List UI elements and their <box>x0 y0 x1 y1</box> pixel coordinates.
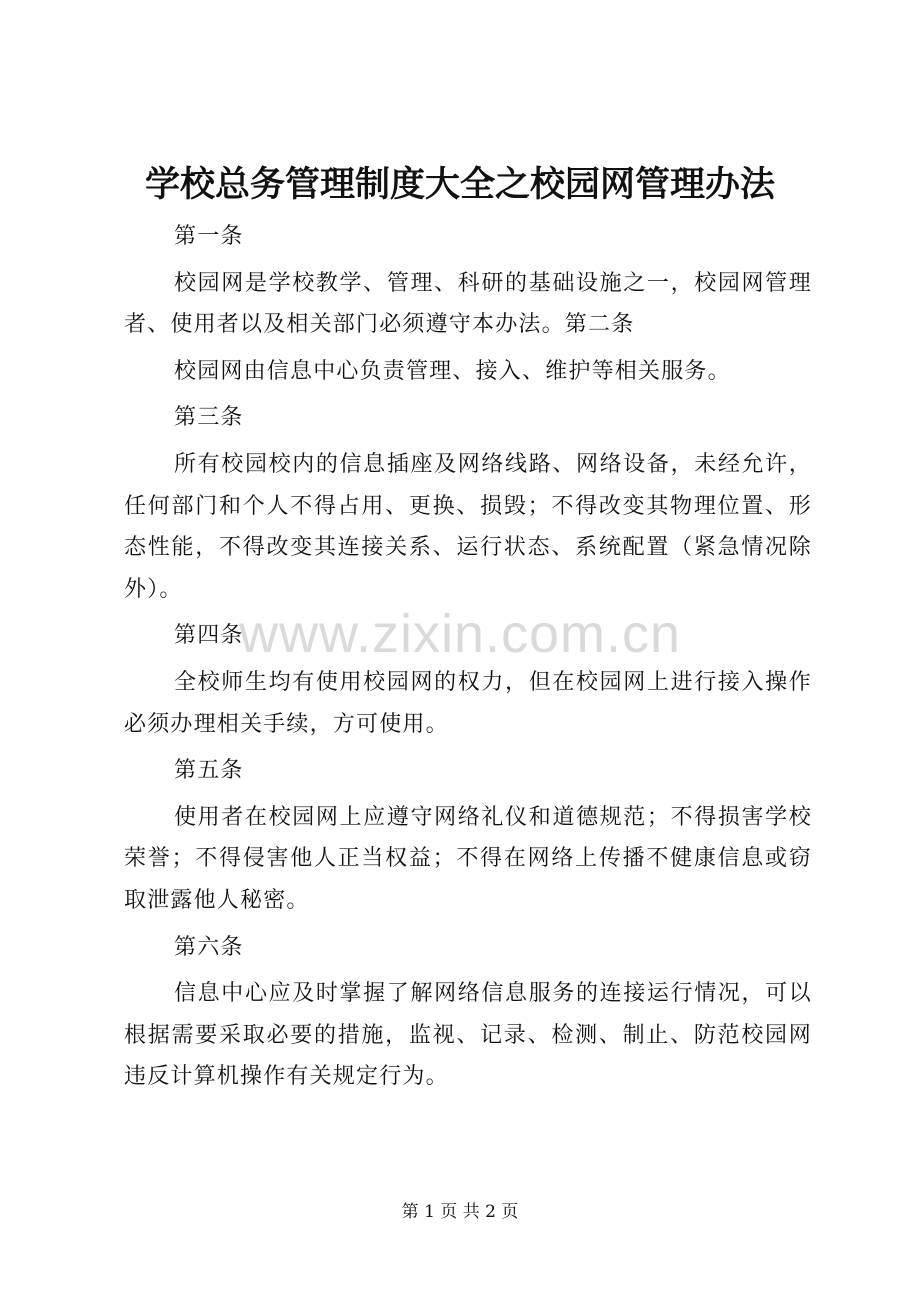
page-footer: 第 1 页 共 2 页 <box>401 1202 519 1222</box>
article-heading-3: 第三条 <box>174 405 244 431</box>
article-paragraph: 全校师生均有使用校园网的权力，但在校园网上进行接入操作必须办理相关手续，方可使用。 <box>124 669 812 737</box>
article-heading-6: 第六条 <box>174 934 244 960</box>
article-paragraph: 所有校园校内的信息插座及网络线路、网络设备，未经允许，任何部门和个人不得占用、更换、损毁；不得改变其物理位置、形态性能，不得改变其连接关系、运行状态、系统配置（紧急情况除外）。 <box>124 451 812 602</box>
article-paragraph: 校园网是学校教学、管理、科研的基础设施之一，校园网管理者、使用者以及相关部门必须遵守本办法。第二条 <box>124 270 812 338</box>
article-heading-4: 第四条 <box>174 623 244 649</box>
article-paragraph: 信息中心应及时掌握了解网络信息服务的连接运行情况，可以根据需要采取必要的措施，监视、记录、检测、制止、防范校园网违反计算机操作有关规定行为。 <box>124 981 812 1090</box>
article-heading-5: 第五条 <box>174 758 244 784</box>
document-body <box>124 216 812 1103</box>
article-paragraph: 校园网由信息中心负责管理、接入、维护等相关服务。 <box>174 358 731 384</box>
article-paragraph: 使用者在校园网上应遵守网络礼仪和道德规范；不得损害学校荣誉；不得侵害他人正当权益；不得在网络上传播不健康信息或窃取泄露他人秘密。 <box>124 804 812 913</box>
article-heading-1: 第一条 <box>174 224 244 249</box>
watermark: www.zixin.com.cn <box>238 604 682 664</box>
document-title: 学校总务管理制度大全之校园网管理办法 <box>144 164 775 205</box>
